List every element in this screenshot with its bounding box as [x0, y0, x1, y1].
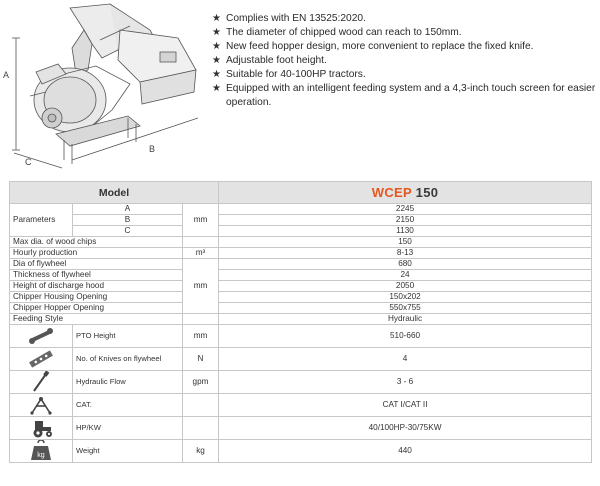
row-unit: mm — [183, 325, 219, 348]
row-value: 510-660 — [219, 325, 592, 348]
row-label: PTO Height — [73, 325, 183, 348]
hydraulic-hose-icon — [10, 371, 73, 394]
row-unit: kg — [183, 440, 219, 463]
feature-item: ★ Complies with EN 13525:2020. — [212, 13, 366, 24]
table-row — [10, 394, 592, 417]
row-value: 150 — [219, 237, 592, 248]
weight-icon — [10, 440, 73, 463]
star-bullet-icon: ★ — [212, 41, 221, 52]
table-row — [10, 371, 592, 394]
row-value: 8-13 — [219, 248, 592, 259]
table-row — [10, 226, 592, 237]
row-value: 440 — [219, 440, 592, 463]
feature-item: ★ Equipped with an intelligent feeding system and a 4,3-inch touch screen for easier operation. — [212, 83, 596, 108]
model-name — [219, 182, 592, 204]
row-label: Weight — [73, 440, 183, 463]
model-number: 150 — [415, 184, 439, 200]
svg-text:kg: kg — [37, 452, 45, 459]
wood-chipper-illustration — [0, 0, 205, 178]
row-unit: gpm — [183, 371, 219, 394]
pto-shaft-icon — [10, 325, 73, 348]
dimension-c-label: C — [25, 157, 32, 167]
table-row — [10, 440, 592, 463]
row-unit: m³ — [183, 248, 219, 259]
spec-table — [9, 181, 592, 463]
dimension-value-b: 2150 — [219, 215, 592, 226]
row-unit — [183, 394, 219, 417]
row-label: HP/KW — [73, 417, 183, 440]
row-value: 550x755 — [219, 303, 592, 314]
model-brand: WCEP — [371, 184, 412, 200]
row-value: 680 — [219, 259, 592, 270]
table-row — [10, 417, 592, 440]
row-label: No. of Knives on flywheel — [73, 348, 183, 371]
row-label: Height of discharge hood — [10, 281, 183, 292]
row-label: Dia of flywheel — [10, 259, 183, 270]
table-row — [10, 292, 592, 303]
feature-item: ★ The diameter of chipped wood can reach to 150mm. — [212, 27, 462, 38]
star-bullet-icon: ★ — [212, 55, 221, 66]
row-value: 40/100HP-30/75KW — [219, 417, 592, 440]
row-label: Chipper Housing Opening — [10, 292, 183, 303]
table-row — [10, 215, 592, 226]
row-label: Thickness of flywheel — [10, 270, 183, 281]
row-unit: N — [183, 348, 219, 371]
star-bullet-icon: ★ — [212, 83, 221, 94]
star-bullet-icon: ★ — [212, 69, 221, 80]
feature-list — [212, 12, 597, 110]
dimension-value-c: 1130 — [219, 226, 592, 237]
row-label: CAT. — [73, 394, 183, 417]
row-value: CAT I/CAT II — [219, 394, 592, 417]
dimension-unit: mm — [183, 204, 219, 237]
three-point-hitch-icon — [10, 394, 73, 417]
table-row — [10, 270, 592, 281]
row-label: Max dia. of wood chips — [10, 237, 183, 248]
tractor-icon — [10, 417, 73, 440]
table-row — [10, 314, 592, 325]
group-unit: mm — [183, 259, 219, 314]
dimension-sub-b: B — [73, 215, 183, 226]
dimension-sub-c: C — [73, 226, 183, 237]
row-value: 4 — [219, 348, 592, 371]
row-value: 2050 — [219, 281, 592, 292]
table-row — [10, 325, 592, 348]
feature-item: ★ Adjustable foot height. — [212, 55, 327, 66]
table-header-row — [10, 182, 592, 204]
table-row — [10, 303, 592, 314]
feature-item: ★ Suitable for 40-100HP tractors. — [212, 69, 366, 80]
row-label: Chipper Hopper Opening — [10, 303, 183, 314]
row-value: Hydraulic — [219, 314, 592, 325]
table-row — [10, 281, 592, 292]
star-bullet-icon: ★ — [212, 27, 221, 38]
table-row — [10, 237, 592, 248]
table-row — [10, 248, 592, 259]
knife-blade-icon — [10, 348, 73, 371]
dimension-value-a: 2245 — [219, 204, 592, 215]
table-row — [10, 259, 592, 270]
row-label: Hydraulic Flow — [73, 371, 183, 394]
dimension-a-label: A — [3, 70, 10, 80]
row-value: 24 — [219, 270, 592, 281]
parameters-label: Parameters — [10, 204, 73, 237]
row-unit — [183, 237, 219, 248]
table-row — [10, 348, 592, 371]
row-label: Feeding Style — [10, 314, 183, 325]
row-label: Hourly production — [10, 248, 183, 259]
row-value: 150x202 — [219, 292, 592, 303]
feature-item: ★ New feed hopper design, more convenient to replace the fixed knife. — [212, 41, 534, 52]
dimension-b-label: B — [149, 144, 156, 154]
star-bullet-icon: ★ — [212, 13, 221, 24]
dimension-sub-a: A — [73, 204, 183, 215]
table-row — [10, 204, 592, 215]
model-header-label: Model — [10, 182, 219, 204]
row-unit — [183, 417, 219, 440]
row-value: 3 - 6 — [219, 371, 592, 394]
row-unit — [183, 314, 219, 325]
